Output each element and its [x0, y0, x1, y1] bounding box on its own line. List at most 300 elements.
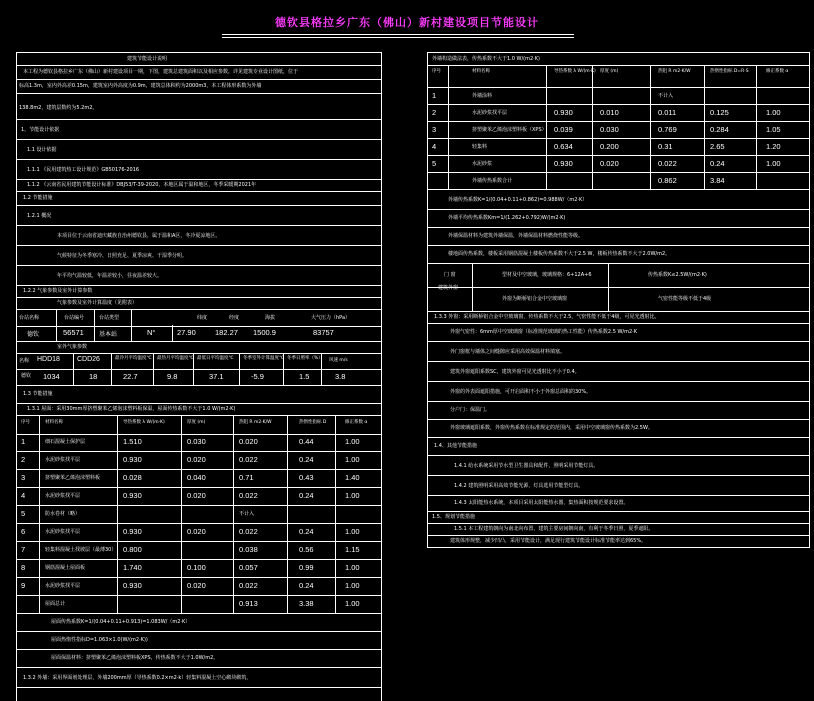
table-row	[428, 172, 809, 190]
s111-row	[17, 159, 381, 180]
table-caption: 室外气象参数	[57, 344, 88, 350]
cell: 0.020	[600, 159, 619, 168]
header-cell: 序号	[21, 420, 30, 425]
climate-table1-row	[17, 325, 381, 342]
header-cell: 热惰性指标 D=R·S	[710, 69, 749, 74]
cell: 门 窗	[444, 272, 456, 278]
divider	[283, 369, 284, 385]
cell: 1.20	[766, 142, 781, 151]
cell: 挤塑聚苯乙烯泡沫塑料板（XPS）	[472, 127, 547, 133]
divider	[546, 138, 547, 155]
cell: N°	[147, 328, 156, 337]
cell: 0.022	[658, 159, 677, 168]
header-cell: 热阻 R m2·K/W	[658, 69, 691, 74]
cell: 0.022	[239, 527, 258, 536]
divider	[287, 433, 288, 451]
cell: 1.510	[123, 437, 142, 446]
cell: 37.1	[209, 372, 224, 381]
divider	[756, 121, 757, 138]
cell: 1034	[43, 372, 60, 381]
cell: 0.913	[239, 599, 258, 608]
divider	[756, 172, 757, 189]
note: 屋面热惰性指标D=1.063×1.0(W/(m2·K))	[51, 637, 148, 643]
cell: 德钦	[21, 373, 32, 379]
s143-row	[428, 495, 809, 512]
divider	[153, 369, 154, 385]
cell: 水泥砂浆找平层	[45, 583, 81, 589]
note: 分户门：保温门。	[450, 407, 491, 413]
divider	[39, 577, 40, 595]
cell: 0.030	[600, 125, 619, 134]
divider	[39, 505, 40, 523]
cell: 0.99	[299, 563, 314, 572]
climate-table2-row	[17, 369, 381, 386]
cell: 0.030	[187, 437, 206, 446]
cell: 0.284	[710, 125, 729, 134]
header-cell: 风速 m/s	[329, 358, 348, 363]
door-table-row-2	[428, 287, 809, 312]
section-heading: 1.4、其他节能措施	[434, 443, 477, 449]
cell: 传热系数K≤2.5W/(m2·K)	[648, 272, 707, 278]
r-note-row-2	[428, 209, 809, 228]
cell: 0.020	[187, 527, 206, 536]
divider	[592, 172, 593, 189]
note: 楼地面传热系数，楼板采用钢筋混凝土楼板传热系数不大于2.5 W，楼板传热系数不大于2.0W/m2。	[448, 251, 671, 257]
divider	[448, 121, 449, 138]
header-cell: 材料名称	[472, 69, 490, 74]
divider	[181, 559, 182, 577]
r-note2-row-1	[428, 323, 809, 342]
header-cell: 台站编号	[64, 315, 85, 321]
note: 外窗的外表面遮阳措施，可开启面积不小于外窗总面积的30%。	[450, 389, 592, 395]
cell: 0.125	[710, 108, 729, 117]
divider	[592, 138, 593, 155]
note: 外墙传热系数K=1/(0.04+0.11+0.862)=0.988W/（m2·K）	[448, 197, 588, 203]
cell: 4	[21, 491, 26, 500]
table-caption: 气象参数及室外计算温度（见附表）	[57, 300, 138, 306]
cell: 0.020	[187, 581, 206, 590]
cell: 1.740	[123, 563, 142, 572]
divider	[39, 487, 40, 505]
header-cell: CDD26	[77, 356, 100, 363]
table-row	[17, 577, 381, 596]
divider	[335, 433, 336, 451]
divider	[94, 310, 95, 326]
divider	[704, 104, 705, 121]
cell: 0.040	[187, 473, 206, 482]
divider	[592, 121, 593, 138]
cell: -5.9	[251, 372, 264, 381]
divider	[592, 155, 593, 172]
header-cell: 材料名称	[45, 420, 63, 425]
divider	[56, 310, 57, 326]
cell: 56571	[63, 328, 84, 337]
divider	[650, 121, 651, 138]
intro-row-1	[17, 65, 381, 80]
cell: 2.65	[710, 142, 725, 151]
divider	[287, 416, 288, 434]
cell: 外墙涂料	[472, 93, 493, 99]
divider	[117, 559, 118, 577]
clause: 1.2.2 气象参数及室外计算参数	[23, 288, 93, 294]
cell: 0.800	[123, 545, 142, 554]
cell: 9.8	[167, 372, 178, 381]
p2-row	[17, 245, 381, 266]
divider	[704, 138, 705, 155]
cell: 1.00	[345, 527, 360, 536]
cell: 基本站	[99, 332, 118, 338]
section-heading: 1.3 节能措施	[23, 391, 53, 397]
cell: 1.00	[766, 108, 781, 117]
header-cell: HDD18	[37, 356, 60, 363]
divider	[117, 595, 118, 613]
cell: 水泥砂浆找平层	[45, 529, 81, 535]
divider	[287, 577, 288, 595]
note: 建筑外窗遮阳系数SC，建筑外窗可见光透射比不小于0.4。	[450, 369, 580, 375]
divider	[448, 65, 449, 87]
divider	[117, 469, 118, 487]
divider	[335, 595, 336, 613]
divider	[73, 369, 74, 385]
divider	[321, 369, 322, 385]
divider	[117, 523, 118, 541]
clause: 1.2.1 概况	[27, 213, 52, 219]
s141-row	[428, 455, 809, 476]
paragraph: 本项目位于云南省迪庆藏族自治州德钦县，属于温和A区，冬冷夏凉地区。	[57, 233, 221, 239]
r-note2-row-2	[428, 341, 809, 362]
note: 外墙平均传热系数Km=1/(1.262+0.792)W/(m2·K)	[448, 215, 566, 221]
header-cell: 热阻 R m2·K/W	[239, 420, 272, 425]
header-cell: 最低日平均温度℃	[197, 356, 234, 361]
cell: 4	[432, 142, 437, 151]
note: 外墙保温材料为建筑外墙保温，外墙保温材料燃烧性能等级。	[448, 233, 584, 239]
clause: 1.4.2 建筑照明采用高效节能光源，灯具选用节能型灯具。	[454, 483, 584, 489]
divider	[448, 104, 449, 121]
divider	[117, 577, 118, 595]
cell: 3	[21, 473, 26, 482]
divider	[546, 87, 547, 104]
cell: 1.00	[345, 437, 360, 446]
note: 屋面保温材料：挤塑聚苯乙烯泡沫塑料板XPS，传热系数不大于1.0W/m2。	[51, 655, 219, 661]
table-row	[17, 505, 381, 524]
clause: 1.1.1 《民用建筑热工设计规范》GB50176-2016	[27, 167, 140, 173]
cell: 0.200	[600, 142, 619, 151]
divider	[56, 325, 57, 341]
divider	[181, 541, 182, 559]
divider	[448, 172, 449, 189]
divider	[39, 523, 40, 541]
intro-row-2	[17, 79, 381, 94]
divider	[472, 287, 473, 311]
s12-row	[17, 191, 381, 206]
s131-row	[17, 403, 381, 415]
cell: 1	[21, 437, 26, 446]
cell: 7	[21, 545, 26, 554]
cell: 屋面总计	[45, 601, 66, 607]
divider	[181, 416, 182, 434]
header-cell: 导热系数 λ W/(m·K)	[123, 420, 165, 425]
divider	[94, 325, 95, 341]
r-note2-row-5	[428, 401, 809, 420]
divider	[117, 451, 118, 469]
page-title: 德钦县格拉乡广东（佛山）新村建设项目节能设计	[275, 16, 539, 29]
cell: 0.56	[299, 545, 314, 554]
cell: 3.84	[710, 176, 725, 185]
divider	[335, 559, 336, 577]
cell: 1.00	[345, 563, 360, 572]
cell: 1.15	[345, 545, 360, 554]
divider	[131, 325, 132, 341]
cell: 3.8	[335, 372, 346, 381]
cell: 0.71	[239, 473, 254, 482]
cell: 外窗为断桥铝合金中空玻璃窗	[502, 296, 568, 302]
table-row	[17, 451, 381, 470]
s142-row	[428, 475, 809, 496]
header-cell: 厚度 (m)	[600, 69, 619, 74]
table-row	[17, 469, 381, 488]
cell: 0.020	[187, 491, 206, 500]
section1-row	[17, 119, 381, 140]
cell: 建筑外窗	[438, 285, 459, 291]
divider	[448, 155, 449, 172]
cell: 22.7	[123, 372, 138, 381]
divider	[608, 287, 609, 311]
divider	[117, 541, 118, 559]
divider	[233, 577, 234, 595]
cell: 0.930	[123, 581, 142, 590]
divider	[335, 469, 336, 487]
table-row	[428, 104, 809, 122]
divider	[117, 433, 118, 451]
header-cell: 修正系数 α	[345, 420, 368, 425]
divider	[704, 155, 705, 172]
header-cell: 修正系数 α	[766, 69, 789, 74]
divider	[287, 523, 288, 541]
note: 外窗气密性：6mm厚中空玻璃窗（标准规范玻璃的热工性能）传热系数2.5 W/m2·K	[450, 329, 638, 335]
divider	[546, 172, 547, 189]
divider	[704, 65, 705, 87]
cell: 细石混凝土保护层	[45, 439, 86, 445]
cell: 0.930	[123, 455, 142, 464]
s151b-row	[428, 535, 809, 547]
cell: 外墙传热系数合计	[472, 178, 513, 184]
divider	[650, 138, 651, 155]
divider	[193, 353, 194, 369]
divider	[39, 595, 40, 613]
divider	[546, 155, 547, 172]
cell: 0.020	[239, 437, 258, 446]
paragraph: 年平均气温较低，年温差较小，昼夜温差较大。	[57, 273, 163, 279]
clause: 1.3.3 外窗：采用断桥铝合金中空玻璃窗，传热系数不大于2.5，气密性能不低于4级，可见光透射比。	[434, 314, 660, 320]
intro-row-3	[17, 93, 381, 120]
divider	[287, 505, 288, 523]
divider	[181, 577, 182, 595]
divider	[181, 469, 182, 487]
divider	[335, 505, 336, 523]
header-cell: 经度	[229, 315, 240, 321]
cell: 挤塑聚苯乙烯泡沫塑料板	[45, 475, 101, 481]
divider	[287, 451, 288, 469]
divider	[335, 416, 336, 434]
divider	[335, 577, 336, 595]
divider	[287, 487, 288, 505]
cell: 0.100	[187, 563, 206, 572]
header-cell: 冬季日照率（%）	[287, 356, 323, 361]
table-row	[428, 155, 809, 173]
divider	[117, 487, 118, 505]
s132-row	[17, 667, 381, 688]
divider	[546, 65, 547, 87]
divider	[448, 87, 449, 104]
divider	[287, 541, 288, 559]
divider	[756, 87, 757, 104]
cell: 0.039	[554, 125, 573, 134]
cell: 0.24	[710, 159, 725, 168]
divider	[335, 523, 336, 541]
divider	[233, 505, 234, 523]
r-note2-row-4	[428, 381, 809, 402]
divider	[131, 310, 132, 326]
header-cell: 最热月平均温度℃	[157, 356, 194, 361]
divider	[592, 104, 593, 121]
divider	[756, 155, 757, 172]
divider	[233, 541, 234, 559]
table-header-row	[17, 415, 381, 435]
table-row	[17, 595, 381, 614]
divider	[181, 451, 182, 469]
cell: 0.011	[658, 108, 677, 117]
divider	[233, 416, 234, 434]
table-row	[17, 487, 381, 506]
divider	[704, 121, 705, 138]
divider	[233, 559, 234, 577]
divider	[448, 138, 449, 155]
cell: 83757	[313, 328, 334, 337]
header-cell: 冬季室外计算温度℃	[243, 356, 285, 361]
divider	[181, 487, 182, 505]
cell: 1.00	[345, 599, 360, 608]
cell: 水泥砂浆找平层	[45, 493, 81, 499]
divider	[117, 505, 118, 523]
divider	[233, 595, 234, 613]
header-cell: 厚度 (m)	[187, 420, 206, 425]
s121-row	[17, 205, 381, 226]
cell: 3	[432, 125, 437, 134]
divider	[39, 451, 40, 469]
divider	[239, 353, 240, 369]
climate-table2-header	[17, 353, 381, 370]
cell: 1.00	[766, 159, 781, 168]
cell: 型材及中空玻璃，玻璃规格：6+12A+6	[502, 272, 592, 278]
cell: 18	[89, 372, 98, 381]
section-heading: 1.5、规划节能措施	[432, 514, 475, 520]
note-row-1	[17, 613, 381, 632]
divider	[756, 104, 757, 121]
divider	[756, 138, 757, 155]
cell: 0.24	[299, 491, 314, 500]
divider	[650, 87, 651, 104]
cell: 1.5	[299, 372, 310, 381]
divider	[321, 353, 322, 369]
divider	[704, 87, 705, 104]
header-cell: 导热系数 λ W/(m·K)	[554, 69, 596, 74]
divider	[546, 104, 547, 121]
note-row-2	[17, 631, 381, 650]
cell: 水泥砂浆	[472, 161, 493, 167]
cell: 2	[432, 108, 437, 117]
cell: 水泥砂浆找平层	[472, 110, 508, 116]
p3-row	[17, 265, 381, 286]
header-cell: 热惰性指标 D	[299, 420, 327, 425]
cell: 182.27	[215, 328, 238, 337]
divider	[287, 595, 288, 613]
divider	[650, 104, 651, 121]
divider	[193, 369, 194, 385]
divider	[608, 263, 609, 287]
header-cell: 名称	[19, 358, 30, 364]
header-cell: 序号	[432, 69, 441, 74]
divider	[39, 559, 40, 577]
intro-line: 138.8m2，建筑层数约为5.2m2。	[19, 105, 98, 111]
cell: 轻集料混凝土找坡层（最薄30）	[45, 547, 117, 553]
title-underline	[222, 34, 574, 35]
divider	[117, 416, 118, 434]
table-row	[17, 433, 381, 452]
divider	[233, 433, 234, 451]
divider	[39, 469, 40, 487]
divider	[233, 523, 234, 541]
cell: 1.40	[345, 473, 360, 482]
table-row	[428, 138, 809, 156]
cell: 0.930	[123, 491, 142, 500]
header-cell: 海拔	[265, 315, 276, 321]
cell: 0.930	[554, 159, 573, 168]
clause: 建筑体形规整，减少凹凸，采用节能设计，满足现行建筑节能设计标准节能率达到65%。	[450, 538, 647, 544]
divider	[592, 87, 593, 104]
table-row	[428, 87, 809, 105]
divider	[233, 469, 234, 487]
cell: 8	[21, 563, 26, 572]
divider	[287, 559, 288, 577]
cell: 0.930	[123, 527, 142, 536]
cell: 0.862	[658, 176, 677, 185]
door-table-row-1	[428, 263, 809, 288]
cell: 防水卷材（略）	[45, 511, 81, 517]
cell: 1500.9	[253, 328, 276, 337]
cell: 5	[21, 509, 26, 518]
intro-line: 本工程为德钦县格拉乡广东（佛山）新村建设项目一期，下图，建筑总建筑面积以及相应参数，详见建筑专业设计图纸，位于	[23, 69, 299, 75]
cell: 0.44	[299, 437, 314, 446]
divider	[335, 487, 336, 505]
header-cell: 台站类型	[99, 315, 120, 321]
divider	[233, 451, 234, 469]
divider	[39, 541, 40, 559]
divider	[650, 65, 651, 87]
climate-caption-row	[17, 297, 381, 309]
divider	[111, 353, 112, 369]
section-heading: 1.1 设计依据	[27, 147, 57, 153]
cell: 0.022	[239, 455, 258, 464]
note: 外门窗框与墙体之间缝隙应采用高效保温材料填塞。	[450, 349, 566, 355]
cell: 0.24	[299, 527, 314, 536]
s14-row	[428, 437, 809, 456]
cell: 0.020	[187, 455, 206, 464]
divider	[704, 172, 705, 189]
clause: 1.4.3 太阳能热水系统，本项目采用太阳能热水器，集热面积按规范要求设置。	[454, 500, 629, 506]
cell: 2	[21, 455, 26, 464]
cell: 1.00	[345, 581, 360, 590]
divider	[111, 369, 112, 385]
